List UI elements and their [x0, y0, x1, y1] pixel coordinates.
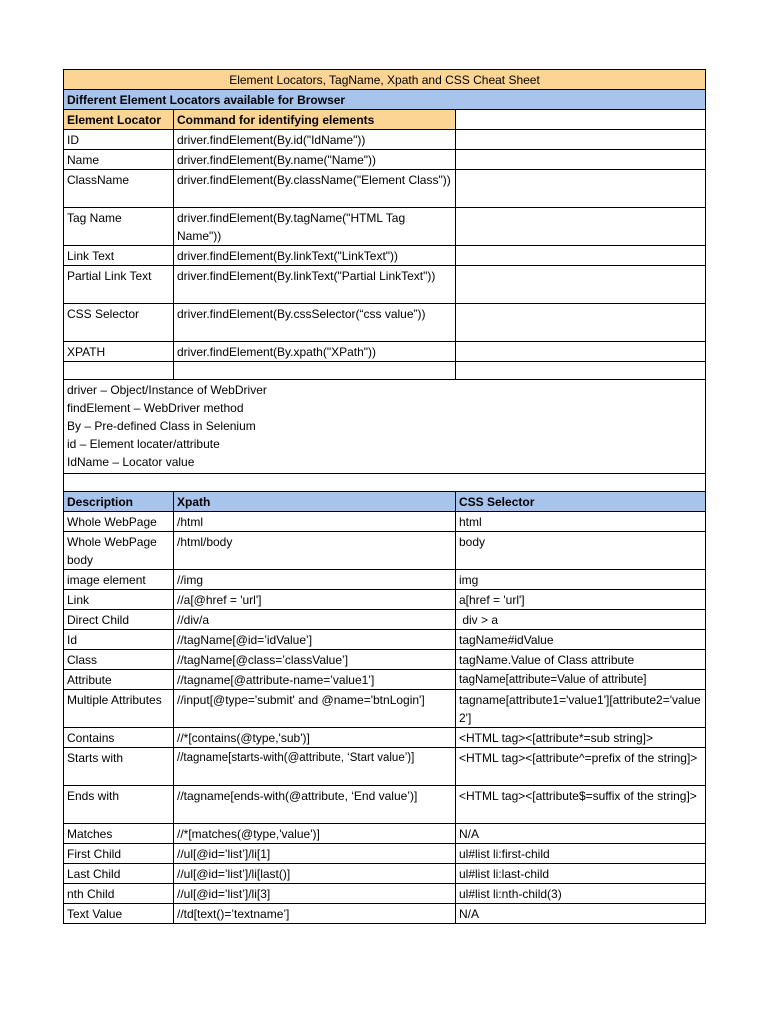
row-description: Id: [64, 630, 174, 650]
row-xpath: /html/body: [174, 532, 456, 570]
xpath-row: [64, 884, 706, 904]
notes-row: [64, 380, 706, 474]
note-line: id – Element locater/attribute: [67, 437, 220, 451]
row-description: Link: [64, 590, 174, 610]
locator-name: CSS Selector: [64, 304, 174, 342]
locator-row: [64, 208, 706, 246]
locator-name: Link Text: [64, 246, 174, 266]
xpath-row: [64, 670, 706, 690]
locator-row: [64, 130, 706, 150]
locator-command: driver.findElement(By.linkText("LinkText")): [174, 246, 456, 266]
locator-name: ClassName: [64, 170, 174, 208]
row-css: tagName#idValue: [456, 630, 706, 650]
section-row: [64, 90, 706, 110]
xpath-row: [64, 904, 706, 924]
header-description: Description: [64, 492, 174, 512]
row-description: image element: [64, 570, 174, 590]
row-css: body: [456, 532, 706, 570]
locator-name: XPATH: [64, 342, 174, 362]
row-xpath: //*[matches(@type,'value')]: [174, 824, 456, 844]
empty-cell: [64, 474, 706, 492]
xpath-row: [64, 610, 706, 630]
notes-cell: [64, 380, 706, 474]
xpath-row: [64, 690, 706, 728]
row-xpath: //tagname[@attribute-name=’value1’]: [174, 670, 456, 690]
xpath-row: [64, 590, 706, 610]
header-xpath: Xpath: [174, 492, 456, 512]
title-row: [64, 70, 706, 90]
xpath-row: [64, 532, 706, 570]
row-description: Whole WebPage body: [64, 532, 174, 570]
row-css: ul#list li:nth-child(3): [456, 884, 706, 904]
row-description: Whole WebPage: [64, 512, 174, 532]
locator-command: driver.findElement(By.cssSelector(“css value”)): [174, 304, 456, 342]
xpath-header-row: [64, 492, 706, 512]
row-xpath: //ul[@id=’list’]/li[3]: [174, 884, 456, 904]
row-xpath: //input[@type='submit' and @name='btnLogin']: [174, 690, 456, 728]
locator-command: driver.findElement(By.id("IdName")): [174, 130, 456, 150]
row-xpath: //tagName[@id=’idValue’]: [174, 630, 456, 650]
locator-name: Partial Link Text: [64, 266, 174, 304]
locator-command: driver.findElement(By.tagName("HTML Tag Name")): [174, 208, 456, 246]
row-xpath: //tagName[@class=’classValue’]: [174, 650, 456, 670]
locator-name: ID: [64, 130, 174, 150]
row-xpath: //td[text()=’textname’]: [174, 904, 456, 924]
locator-row: [64, 342, 706, 362]
row-description: Direct Child: [64, 610, 174, 630]
empty-cell: [456, 150, 706, 170]
row-description: Text Value: [64, 904, 174, 924]
empty-cell: [174, 362, 456, 380]
note-line: By – Pre-defined Class in Selenium: [67, 419, 256, 433]
row-css: tagName.Value of Class attribute: [456, 650, 706, 670]
xpath-row: [64, 630, 706, 650]
spacer-row: [64, 362, 706, 380]
locator-row: [64, 246, 706, 266]
locator-command: driver.findElement(By.className("Element Class")): [174, 170, 456, 208]
row-css: img: [456, 570, 706, 590]
xpath-row: [64, 570, 706, 590]
empty-cell: [456, 266, 706, 304]
row-xpath: /html: [174, 512, 456, 532]
xpath-row: [64, 864, 706, 884]
row-css: N/A: [456, 824, 706, 844]
spacer-row: [64, 474, 706, 492]
row-css: N/A: [456, 904, 706, 924]
row-xpath: //tagname[starts-with(@attribute, ‘Start value’)]: [174, 748, 456, 786]
locator-row: [64, 150, 706, 170]
note-line: findElement – WebDriver method: [67, 401, 244, 415]
row-css: ul#list li:first-child: [456, 844, 706, 864]
row-description: nth Child: [64, 884, 174, 904]
xpath-row: [64, 748, 706, 786]
empty-cell: [456, 130, 706, 150]
row-description: Last Child: [64, 864, 174, 884]
sheet-title: Element Locators, TagName, Xpath and CSS Cheat Sheet: [64, 70, 706, 90]
cheat-sheet-table: [63, 69, 706, 924]
row-css: html: [456, 512, 706, 532]
locator-name: Name: [64, 150, 174, 170]
row-description: Multiple Attributes: [64, 690, 174, 728]
row-xpath: //img: [174, 570, 456, 590]
row-xpath: //a[@href = 'url']: [174, 590, 456, 610]
row-xpath: //tagname[ends-with(@attribute, ‘End value’)]: [174, 786, 456, 824]
row-description: Class: [64, 650, 174, 670]
header-element-locator: Element Locator: [64, 110, 174, 130]
section-title: Different Element Locators available for Browser: [64, 90, 706, 110]
row-css: <HTML tag><[attribute^=prefix of the string]>: [456, 748, 706, 786]
empty-cell: [456, 246, 706, 266]
locator-header-row: [64, 110, 706, 130]
row-css: tagName[attribute=Value of attribute]: [456, 670, 706, 690]
row-xpath: //ul[@id=’list’]/li[last()]: [174, 864, 456, 884]
xpath-row: [64, 844, 706, 864]
header-css-selector: CSS Selector: [456, 492, 706, 512]
row-css: a[href = 'url']: [456, 590, 706, 610]
empty-cell: [456, 304, 706, 342]
row-css: <HTML tag><[attribute$=suffix of the string]>: [456, 786, 706, 824]
row-description: Contains: [64, 728, 174, 748]
locator-command: driver.findElement(By.linkText("Partial LinkText")): [174, 266, 456, 304]
empty-cell: [456, 170, 706, 208]
locator-name: Tag Name: [64, 208, 174, 246]
locator-row: [64, 266, 706, 304]
row-xpath: //ul[@id=’list’]/li[1]: [174, 844, 456, 864]
note-line: driver – Object/Instance of WebDriver: [67, 383, 267, 397]
header-empty-cell: [456, 110, 706, 130]
locator-command: driver.findElement(By.name("Name")): [174, 150, 456, 170]
row-description: First Child: [64, 844, 174, 864]
locator-row: [64, 304, 706, 342]
locator-row: [64, 170, 706, 208]
xpath-row: [64, 728, 706, 748]
xpath-row: [64, 650, 706, 670]
xpath-row: [64, 824, 706, 844]
locator-command: driver.findElement(By.xpath("XPath")): [174, 342, 456, 362]
row-xpath: //div/a: [174, 610, 456, 630]
empty-cell: [456, 208, 706, 246]
row-css: ul#list li:last-child: [456, 864, 706, 884]
empty-cell: [64, 362, 174, 380]
row-css: <HTML tag><[attribute*=sub string]>: [456, 728, 706, 748]
empty-cell: [456, 362, 706, 380]
note-line: IdName – Locator value: [67, 455, 195, 469]
row-description: Starts with: [64, 748, 174, 786]
row-css: div > a: [456, 610, 706, 630]
xpath-row: [64, 786, 706, 824]
row-css: tagname[attribute1='value1'][attribute2='value2']: [456, 690, 706, 728]
xpath-row: [64, 512, 706, 532]
row-description: Attribute: [64, 670, 174, 690]
row-description: Ends with: [64, 786, 174, 824]
header-command: Command for identifying elements: [174, 110, 456, 130]
empty-cell: [456, 342, 706, 362]
row-xpath: //*[contains(@type,'sub')]: [174, 728, 456, 748]
row-description: Matches: [64, 824, 174, 844]
